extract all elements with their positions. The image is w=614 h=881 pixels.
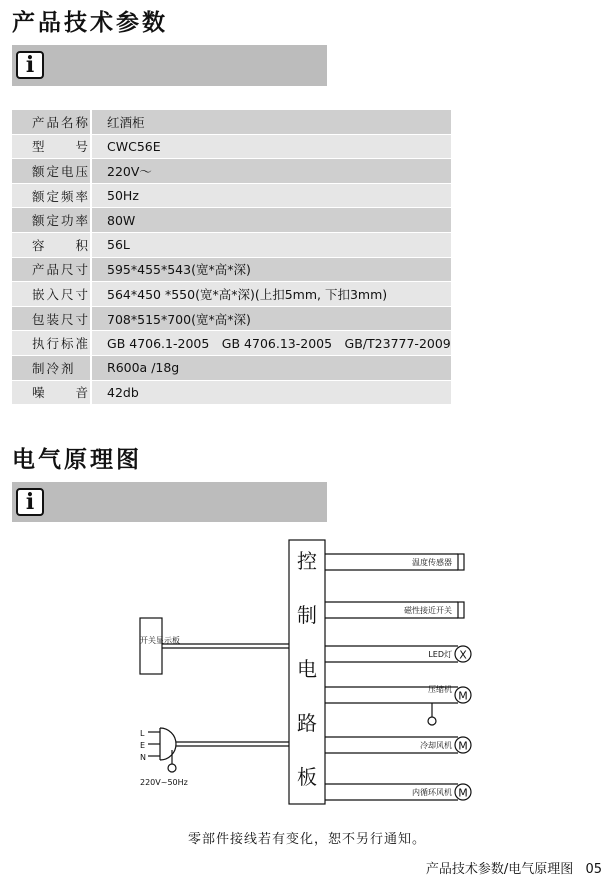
component-label: LED灯 <box>428 650 452 659</box>
motor-symbol: M <box>458 689 468 703</box>
controller-char: 路 <box>297 711 317 735</box>
motor-symbol: M <box>458 786 468 800</box>
spec-label: 额定功率 <box>12 208 91 233</box>
terminal-l: L <box>140 729 145 738</box>
spec-row <box>12 159 451 184</box>
spec-row <box>12 134 451 159</box>
controller-char: 制 <box>297 603 317 627</box>
spec-row <box>12 257 451 282</box>
spec-value: 220V～ <box>91 159 451 184</box>
spec-label: 包装尺寸 <box>12 306 91 331</box>
sensor-symbol <box>458 602 464 618</box>
terminal-e: E <box>140 741 146 750</box>
spec-label: 执行标准 <box>12 331 91 356</box>
section-title-diagram: 电气原理图 <box>12 447 142 473</box>
terminal-n: N <box>140 753 146 762</box>
spec-table <box>12 110 451 405</box>
lamp-symbol: X <box>459 648 467 662</box>
section-title-specs: 产品技术参数 <box>12 10 168 36</box>
power-label: 220V~50Hz <box>140 778 188 787</box>
info-icon: i <box>16 51 44 79</box>
spec-label: 额定频率 <box>12 183 91 208</box>
spec-value: 42db <box>91 380 451 405</box>
spec-row <box>12 110 451 134</box>
spec-row <box>12 306 451 331</box>
spec-label: 制冷剂 <box>12 355 91 380</box>
component-label: 压缩机 <box>428 685 452 694</box>
wiring-diagram <box>0 530 614 825</box>
spec-label: 额定电压 <box>12 159 91 184</box>
spec-label: 型 号 <box>12 134 91 159</box>
component-label: 内循环风机 <box>412 788 452 797</box>
wiring-note: 零部件接线若有变化，恕不另行通知。 <box>187 832 426 847</box>
spec-label: 产品名称 <box>12 110 91 134</box>
spec-label: 嵌入尺寸 <box>12 282 91 307</box>
spec-row <box>12 380 451 405</box>
controller-char: 电 <box>297 657 317 681</box>
info-banner <box>12 482 327 522</box>
spec-row <box>12 183 451 208</box>
spec-value: 564*450 *550(宽*高*深)(上扣5mm, 下扣3mm) <box>91 282 451 307</box>
spec-row <box>12 282 451 307</box>
ground-icon <box>428 717 436 725</box>
spec-value: GB 4706.1-2005 GB 4706.13-2005 GB/T23777-2009 <box>91 331 451 356</box>
page-number: 05 <box>585 862 602 877</box>
spec-value: 50Hz <box>91 183 451 208</box>
sensor-symbol <box>458 554 464 570</box>
spec-value: 红酒柜 <box>91 110 451 134</box>
spec-value: CWC56E <box>91 134 451 159</box>
component-label: 温度传感器 <box>412 558 452 567</box>
spec-value: R600a /18g <box>91 355 451 380</box>
controller-char: 控 <box>297 549 317 573</box>
footer-text: 产品技术参数/电气原理图 <box>425 862 574 877</box>
motor-symbol: M <box>458 739 468 753</box>
component-label: 磁性接近开关 <box>404 606 452 615</box>
spec-row <box>12 331 451 356</box>
info-banner <box>12 45 327 86</box>
spec-row <box>12 355 451 380</box>
component-label: 冷却风机 <box>420 741 452 750</box>
display-board <box>140 618 162 674</box>
display-board-label: 开关显示板 <box>140 636 180 645</box>
spec-label: 产品尺寸 <box>12 257 91 282</box>
spec-value: 595*455*543(宽*高*深) <box>91 257 451 282</box>
controller-char: 板 <box>297 765 317 789</box>
spec-value: 708*515*700(宽*高*深) <box>91 306 451 331</box>
spec-value: 80W <box>91 208 451 233</box>
page-footer <box>426 858 602 877</box>
spec-label: 容 积 <box>12 232 91 257</box>
spec-value: 56L <box>91 232 451 257</box>
spec-row <box>12 232 451 257</box>
spec-row <box>12 208 451 233</box>
spec-label: 噪 音 <box>12 380 91 405</box>
info-icon: i <box>16 488 44 516</box>
